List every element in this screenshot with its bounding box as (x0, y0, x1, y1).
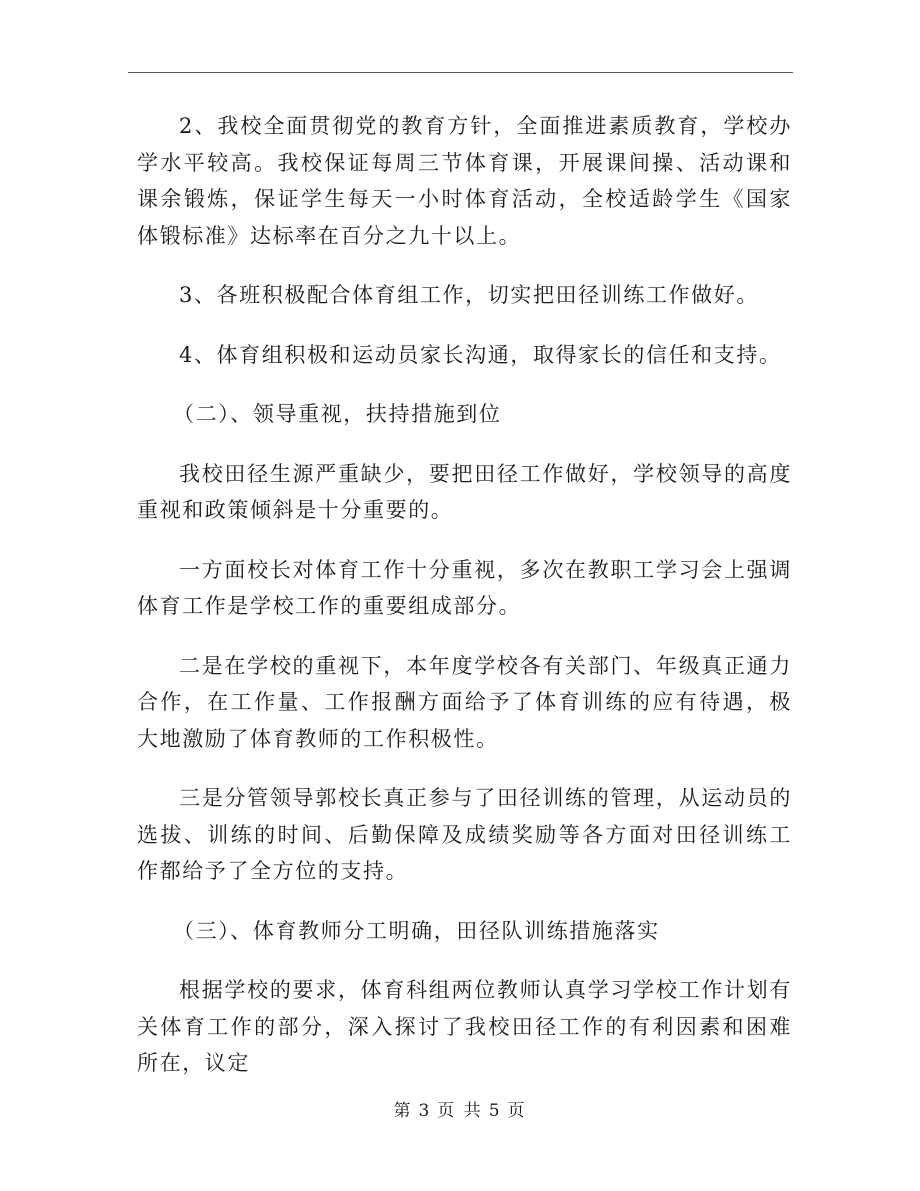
paragraph-departments: 二是在学校的重视下，本年度学校各有关部门、年级真正通力合作，在工作量、工作报酬方面给予了体育训练的应有待遇，极大地激励了体育教师的工作积极性。 (137, 653, 792, 751)
paragraph-vice-principal: 三是分管领导郭校长真正参与了田径训练的管理，从运动员的选拔、训练的时间、后勤保障及成绩奖励等各方面对田径训练工作都给予了全方位的支持。 (137, 786, 792, 883)
section-heading-2: （二）、领导重视，扶持措施到位 (173, 402, 502, 426)
footer-total-pages: 5 (488, 1101, 502, 1121)
paragraph-intro: 我校田径生源严重缺少，要把田径工作做好，学校领导的高度重视和政策倾斜是十分重要的。 (137, 461, 792, 522)
footer-suffix: 页 (507, 1101, 527, 1121)
paragraph-item-4: 4、体育组积极和运动员家长沟通，取得家长的信任和支持。 (179, 342, 782, 367)
paragraph-item-2: 2、我校全面贯彻党的教育方针，全面推进素质教育，学校办学水平较高。我校保证每周三节体育课，开展课间操、活动课和课余锻炼，保证学生每天一小时体育活动，全校适龄学生《国家体锻标准》达标率在百分之九十以上。 (137, 114, 792, 248)
paragraph-requirements: 根据学校的要求，体育科组两位教师认真学习学校工作计划有关体育工作的部分，深入探讨了我校田径工作的有利因素和困难所在，议定 (137, 978, 792, 1075)
footer-current-page: 3 (418, 1101, 432, 1121)
section-heading-3: （三）、体育教师分工明确，田径队训练措施落实 (173, 918, 660, 943)
header-rule (128, 72, 793, 73)
footer-middle: 页 共 (437, 1101, 483, 1121)
document-body (137, 108, 792, 1105)
page-footer (0, 1096, 920, 1121)
paragraph-principal: 一方面校长对体育工作十分重视，多次在教职工学习会上强调体育工作是学校工作的重要组成部分。 (137, 557, 792, 618)
footer-prefix: 第 (393, 1101, 413, 1121)
paragraph-item-3: 3、各班积极配合体育组工作，切实把田径训练工作做好。 (179, 283, 759, 307)
